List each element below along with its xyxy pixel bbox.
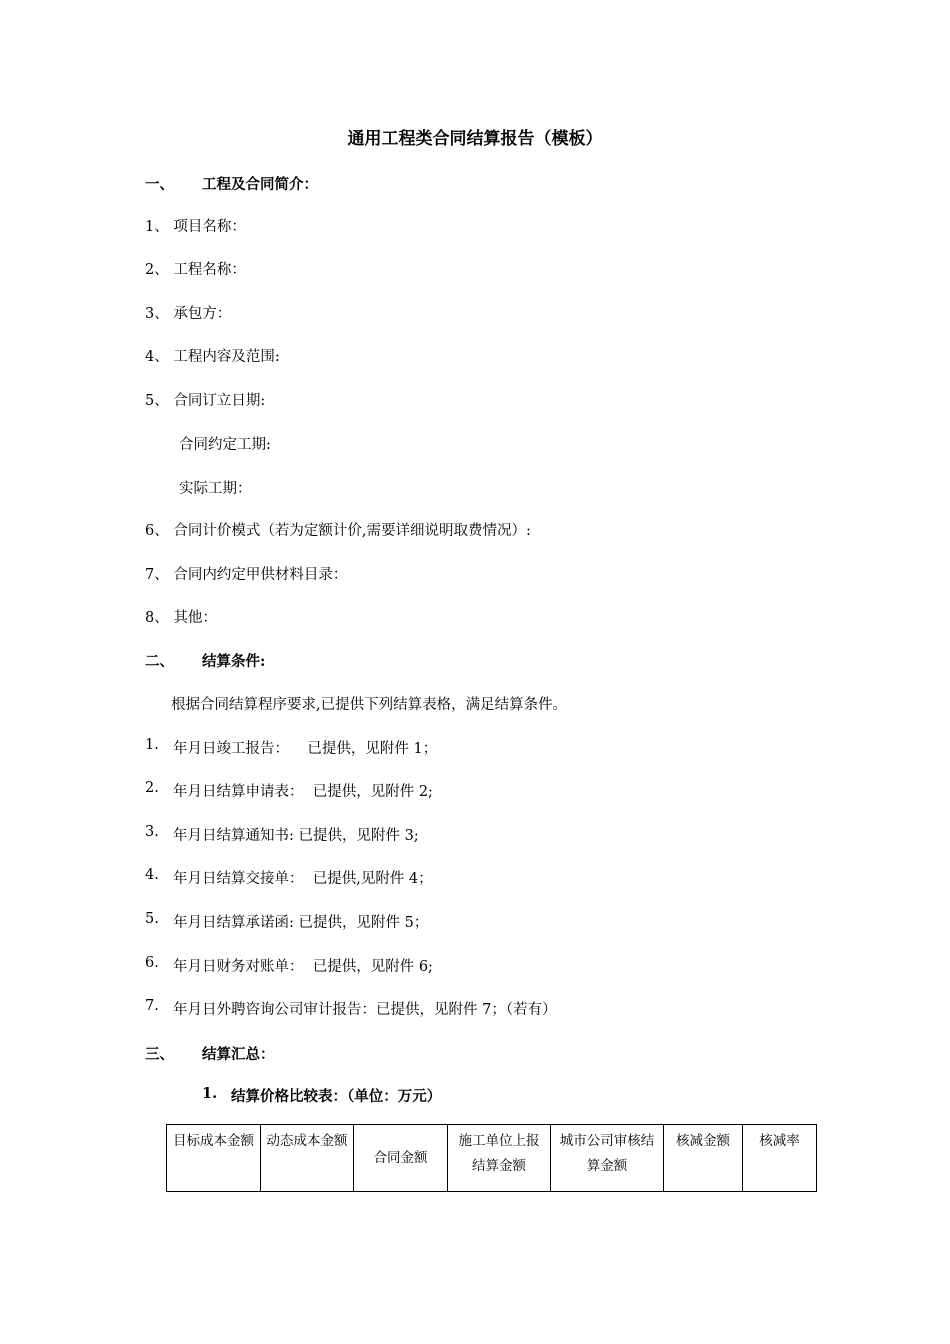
supplied-materials-line: 7、 合同内约定甲供材料目录：	[145, 567, 348, 583]
price-comparison-table	[166, 1124, 817, 1192]
section3-heading: 结算汇总：	[202, 1046, 275, 1063]
contractor-line: 3、 承包方：	[145, 306, 232, 322]
table-header-cell: 动态成本金额	[261, 1125, 354, 1192]
table-header-cell: 施工单位上报结算金额	[448, 1125, 551, 1192]
list-item-number: 2.	[145, 780, 159, 796]
pricing-mode-line: 6、 合同计价模式（若为定额计价,需要详细说明取费情况）:	[145, 523, 531, 539]
table-header-cell: 核减率	[743, 1125, 817, 1192]
contract-date-line: 5、 合同订立日期:	[145, 393, 266, 409]
table-header-cell: 城市公司审核结算金额	[551, 1125, 664, 1192]
actual-period-line: 实际工期：	[179, 481, 252, 497]
page-title: 通用工程类合同结算报告（模板）	[347, 129, 603, 149]
table-header-cell: 目标成本金额	[167, 1125, 261, 1192]
list-item: 年月日结算通知书: 已提供，见附件 3;	[173, 828, 419, 844]
project-name-line: 1、 项目名称：	[145, 219, 246, 235]
scope-line: 4、 工程内容及范围:	[145, 349, 280, 365]
subsection-heading: 结算价格比较表：（单位：万元）	[231, 1088, 442, 1105]
section2-intro: 根据合同结算程序要求,已提供下列结算表格，满足结算条件。	[171, 697, 568, 713]
section1-number: 一、	[145, 176, 174, 193]
agreed-period-line: 合同约定工期:	[179, 437, 271, 453]
section2-number: 二、	[145, 653, 174, 670]
section2-heading: 结算条件:	[202, 653, 266, 670]
list-item: 年月日竣工报告： 已提供，见附件 1；	[173, 741, 438, 757]
section3-number: 三、	[145, 1046, 174, 1063]
table-header-cell: 合同金额	[354, 1125, 448, 1192]
list-item-number: 7.	[145, 998, 159, 1014]
other-line: 8、 其他：	[145, 610, 217, 626]
list-item: 年月日结算交接单： 已提供,见附件 4；	[173, 871, 433, 887]
table-header-row	[167, 1125, 817, 1192]
list-item: 年月日结算申请表： 已提供，见附件 2;	[173, 784, 433, 800]
list-item: 年月日外聘咨询公司审计报告：已提供，见附件 7；（若有）	[173, 1002, 557, 1018]
section1-heading: 工程及合同简介：	[202, 176, 318, 193]
list-item-number: 5.	[145, 911, 159, 927]
list-item-number: 1.	[145, 737, 159, 753]
list-item-number: 6.	[145, 955, 159, 971]
list-item-number: 3.	[145, 824, 159, 840]
list-item: 年月日结算承诺函: 已提供，见附件 5；	[173, 915, 429, 931]
list-item-number: 4.	[145, 867, 159, 883]
engineering-name-line: 2、 工程名称：	[145, 262, 246, 278]
subsection-number: 1.	[202, 1085, 218, 1102]
list-item: 年月日财务对账单： 已提供，见附件 6;	[173, 959, 433, 975]
table-header-cell: 核减金额	[664, 1125, 743, 1192]
